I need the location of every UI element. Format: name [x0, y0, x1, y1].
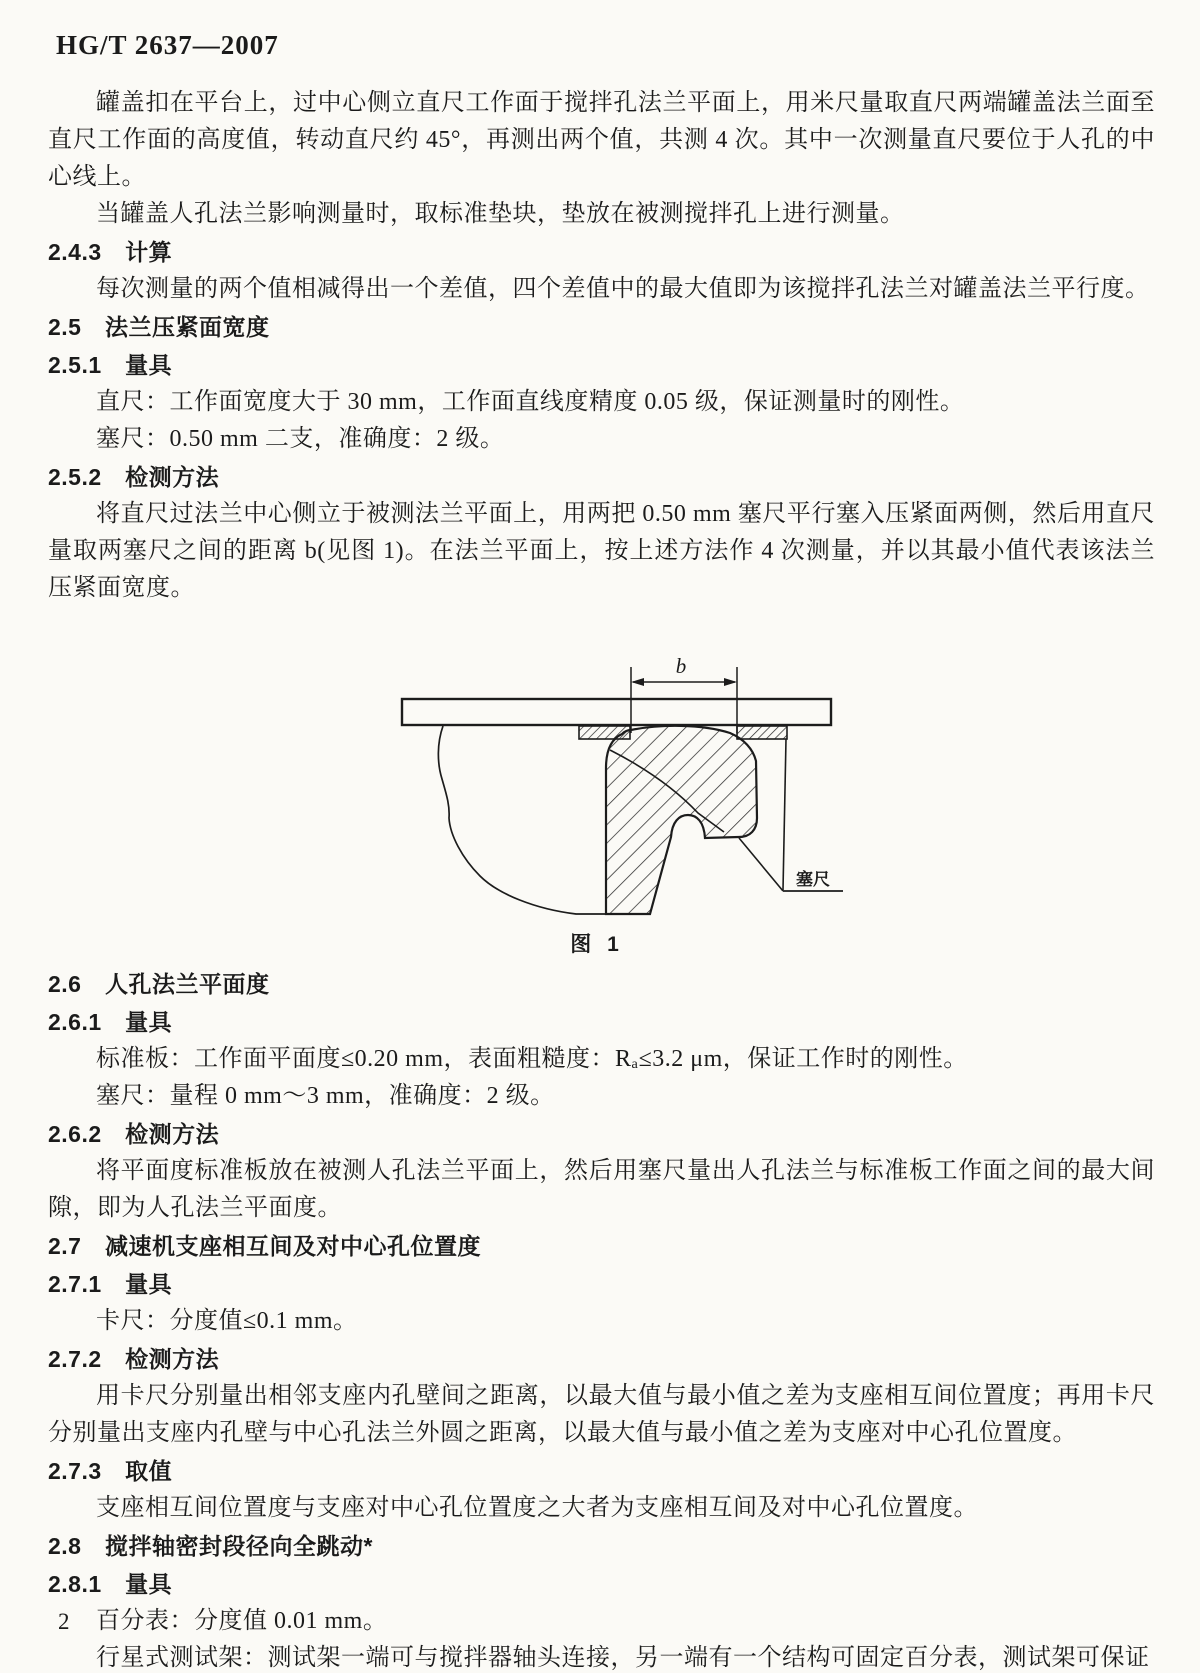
paragraph: 卡尺：分度值≤0.1 mm。	[96, 1308, 358, 1334]
figure-caption: 图 1	[570, 933, 624, 956]
paragraph: 用卡尺分别量出相邻支座内孔壁间之距离，以最大值与最小值之差为支座相互间位置度；再用卡尺分别量出支座内孔壁与中心孔法兰外圆之距离，以最大值与最小值之差为支座对中心孔位置度。	[48, 1383, 1155, 1446]
cone-edge-right	[783, 739, 786, 890]
paragraph: 标准板：工作面平面度≤0.20 mm，表面粗糙度：Rₐ≤3.2 μm，保证工作时的刚性。	[96, 1046, 968, 1072]
dimension-b-label: b	[675, 654, 687, 678]
paragraph: 直尺：工作面宽度大于 30 mm，工作面直线度精度 0.05 级，保证测量时的刚性。	[96, 389, 965, 415]
section-heading-2-6-2: 2.6.2 检测方法	[48, 1121, 220, 1147]
section-heading-2-7: 2.7 减速机支座相互间及对中心孔位置度	[48, 1233, 481, 1259]
figure-1	[340, 613, 860, 961]
section-heading-2-7-3: 2.7.3 取值	[48, 1458, 173, 1484]
straightedge-bar	[402, 699, 831, 725]
cone-edge-inner	[739, 838, 783, 891]
section-heading-2-8: 2.8 搅拌轴密封段径向全跳动*	[48, 1533, 373, 1559]
section-heading-2-4-3: 2.4.3 计算	[48, 239, 173, 265]
paragraph: 支座相互间位置度与支座对中心孔位置度之大者为支座相互间及对中心孔位置度。	[96, 1495, 978, 1521]
broken-edge-outline	[438, 726, 606, 914]
feeler-gauge-right	[737, 726, 787, 739]
section-heading-2-5-2: 2.5.2 检测方法	[48, 464, 220, 490]
flange-cross-section-drawing	[340, 613, 860, 961]
paragraph: 每次测量的两个值相减得出一个差值，四个差值中的最大值即为该搅拌孔法兰对罐盖法兰平行度。	[96, 276, 1150, 302]
section-heading-2-8-1: 2.8.1 量具	[48, 1571, 173, 1597]
paragraph: 将平面度标准板放在被测人孔法兰平面上，然后用塞尺量出人孔法兰与标准板工作面之间的最大间隙，即为人孔法兰平面度。	[48, 1158, 1155, 1221]
paragraph: 当罐盖人孔法兰影响测量时，取标准垫块，垫放在被测搅拌孔上进行测量。	[96, 201, 905, 227]
section-heading-2-5: 2.5 法兰压紧面宽度	[48, 314, 270, 340]
section-heading-2-6-1: 2.6.1 量具	[48, 1009, 173, 1035]
paragraph: 行星式测试架：测试架一端可与搅拌器轴头连接，另一端有一个结构可固定百分表，测试架可保证	[96, 1645, 1150, 1671]
flange-section	[606, 726, 757, 914]
paragraph: 百分表：分度值 0.01 mm。	[96, 1608, 388, 1634]
section-heading-2-5-1: 2.5.1 量具	[48, 352, 173, 378]
dimension-arrow-left	[631, 678, 644, 686]
section-heading-2-7-1: 2.7.1 量具	[48, 1271, 173, 1297]
section-heading-2-7-2: 2.7.2 检测方法	[48, 1346, 220, 1372]
paragraph: 塞尺：0.50 mm 二支，准确度：2 级。	[96, 426, 505, 452]
paragraph: 将直尺过法兰中心侧立于被测法兰平面上，用两把 0.50 mm 塞尺平行塞入压紧面两侧，然后用直尺量取两塞尺之间的距离 b(见图 1)。在法兰平面上，按上述方法作 4 次测量，并以其最小值代表该法兰压紧面宽度。	[48, 501, 1155, 601]
section-heading-2-6: 2.6 人孔法兰平面度	[48, 971, 270, 997]
dimension-arrow-right	[724, 678, 737, 686]
paragraph: 罐盖扣在平台上，过中心侧立直尺工作面于搅拌孔法兰平面上，用米尺量取直尺两端罐盖法兰面至直尺工作面的高度值，转动直尺约 45°，再测出两个值，共测 4 次。其中一次测量直尺要位于人孔的中心线上。	[48, 90, 1155, 190]
feeler-gauge-label: 塞尺	[796, 870, 830, 889]
page-number: 2	[58, 1609, 70, 1634]
paragraph: 塞尺：量程 0 mm～3 mm，准确度：2 级。	[96, 1083, 555, 1109]
standard-number-header: HG/T 2637—2007	[56, 30, 279, 60]
